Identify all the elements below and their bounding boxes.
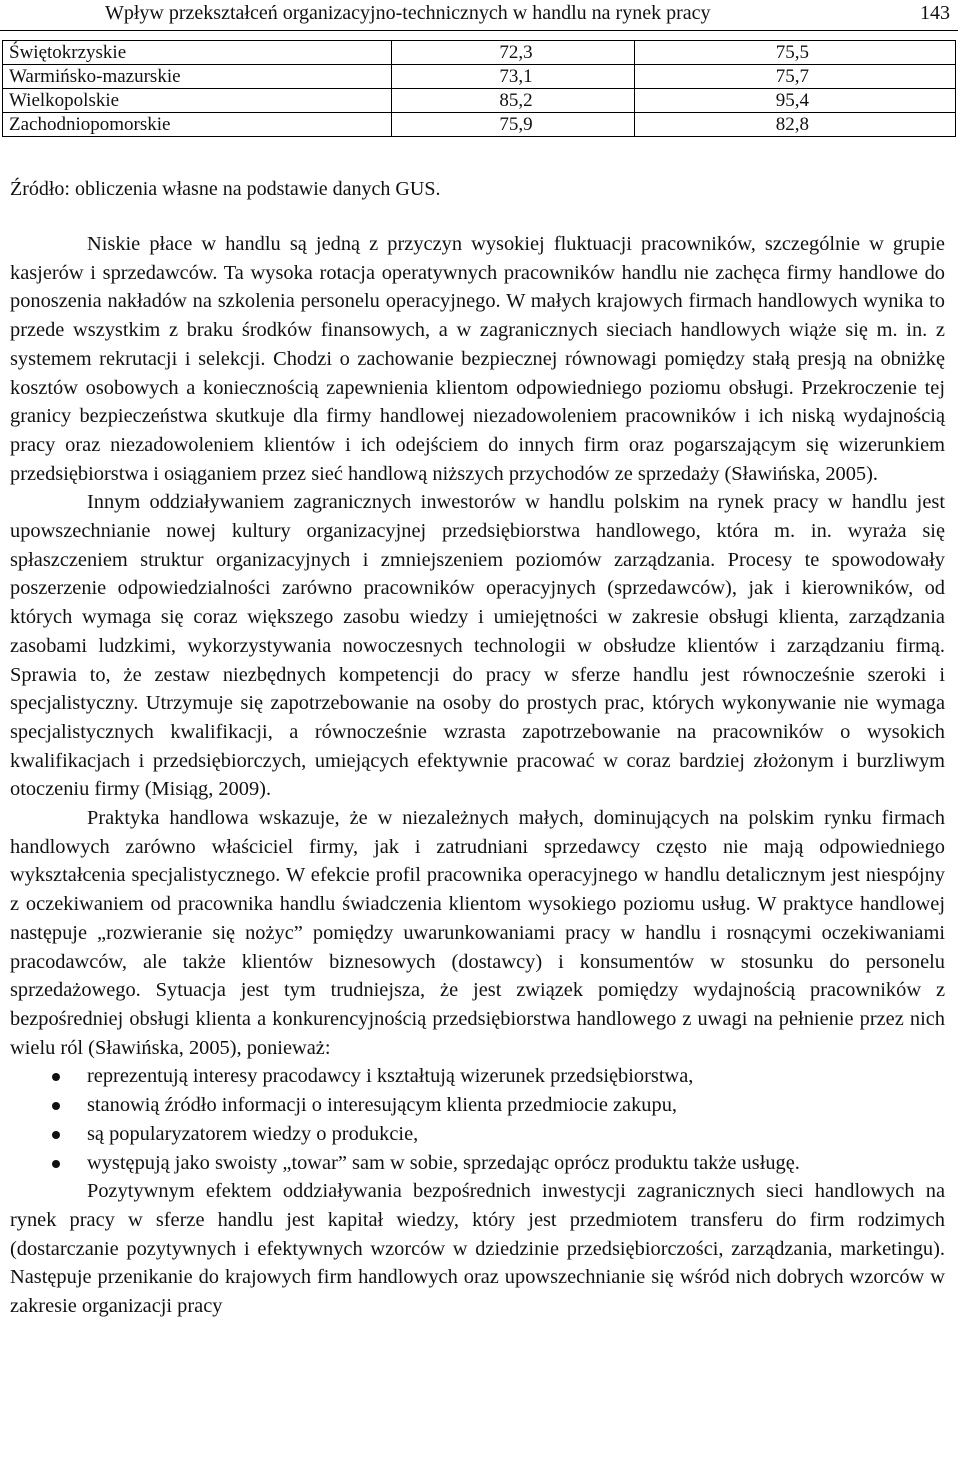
table-cell-value: 82,8	[635, 113, 956, 137]
body-text	[10, 230, 945, 1321]
bullet-dot-icon	[52, 1102, 60, 1110]
bullet-dot-icon	[52, 1131, 60, 1139]
paragraph: Innym oddziaływaniem zagranicznych inwestorów w handlu polskim na rynek pracy w handlu jest upowszechnianie nowej kultury organizacyjnej przedsiębiorstwa handlowego, która m. in. wyraża się spłaszczeniem struktur organizacyjnych i zmniejszeniem poziomów zarządzania. Procesy te spowodowały poszerzenie odpowiedzialności zarówno pracowników operacyjnych (sprzedawców), jak i kierowników, od których wymaga się coraz większego zasobu wiedzy i umiejętności w zakresie obsługi klienta, zarządzania zasobami ludzkimi, wykorzystywania nowoczesnych technologii w obsłudze klientów i zarządzaniu firmą. Sprawia to, że zestaw niezbędnych kompetencji do pracy w sferze handlu jest równocześnie szeroki i specjalistyczny. Utrzymuje się zapotrzebowanie na osoby do prostych prac, których wykonywanie nie wymaga specjalistycznych kwalifikacji, a równocześnie wzrasta zapotrzebowanie na pracowników o wysokich kwalifikacjach i przedsiębiorczych, umiejących efektywnie pracować w coraz bardziej złożonym i burzliwym otoczeniu firmy (Misiąg, 2009).	[10, 491, 945, 801]
bullet-list	[10, 1062, 945, 1177]
table-cell-region: Świętokrzyskie	[3, 41, 392, 65]
table-cell-value: 95,4	[635, 89, 956, 113]
table-row	[3, 113, 956, 137]
list-item-text: stanowią źródło informacji o interesującym klienta przedmiocie zakupu,	[87, 1094, 677, 1117]
paragraph: Niskie płace w handlu są jedną z przyczyn wysokiej fluktuacji pracowników, szczególnie w grupie kasjerów i sprzedawców. Ta wysoka rotacja operatywnych pracowników handlu nie zachęca firmy handlowe do ponoszenia nakładów na szkolenia personelu operacyjnego. W małych krajowych firmach handlowych wynika to przede wszystkim z braku środków finansowych, a w zagranicznych sieciach handlowych wiąże się m. in. z systemem rekrutacji i selekcji. Chodzi o zachowanie bezpiecznej równowagi pomiędzy stałą presją na obniżkę kosztów osobowych a koniecznością zapewnienia klientom odpowiedniego poziomu obsługi. Przekroczenie tej granicy bezpieczeństwa skutkuje dla firmy handlowej niezadowoleniem pracowników i ich niską wydajnością pracy oraz niezadowoleniem klientów i ich odejściem do innych firm oraz pogarszającym się wizerunkiem przedsiębiorstwa i osiąganiem przez sieć handlową niższych przychodów ze sprzedaży (Sławińska, 2005).	[10, 233, 945, 485]
list-item	[10, 1149, 945, 1178]
table-cell-region: Warmińsko-mazurskie	[3, 65, 392, 89]
list-item-text: występują jako swoisty „towar” sam w sobie, sprzedając oprócz produktu także usługę.	[87, 1151, 800, 1174]
table-cell-region: Wielkopolskie	[3, 89, 392, 113]
table-row	[3, 65, 956, 89]
page-number: 143	[920, 2, 950, 24]
bullet-dot-icon	[52, 1160, 60, 1168]
table-cell-region: Zachodniopomorskie	[3, 113, 392, 137]
paragraph: Pozytywnym efektem oddziaływania bezpośrednich inwestycji zagranicznych sieci handlowych na rynek pracy w sferze handlu jest kapitał wiedzy, który jest przedmiotem transferu do firm rodzimych (dostarczanie pozytywnych i efektywnych wzorców w dziedzinie przedsiębiorczości, zarządzania, marketingu). Następuje przenikanie do krajowych firm handlowych oraz upowszechnianie się wśród nich dobrych wzorców w zakresie organizacji pracy	[10, 1180, 945, 1318]
bullet-dot-icon	[52, 1073, 60, 1081]
table-source-note: Źródło: obliczenia własne na podstawie danych GUS.	[10, 178, 441, 200]
table-cell-value: 85,2	[392, 89, 635, 113]
list-item-text: są popularyzatorem wiedzy o produkcie,	[87, 1122, 419, 1145]
list-item	[10, 1091, 945, 1120]
data-table	[2, 40, 956, 137]
list-item	[10, 1062, 945, 1091]
list-item-text: reprezentują interesy pracodawcy i kształtują wizerunek przedsiębiorstwa,	[87, 1065, 694, 1088]
table-cell-value: 75,7	[635, 65, 956, 89]
running-header	[0, 0, 958, 31]
list-item	[10, 1120, 945, 1149]
table-cell-value: 72,3	[392, 41, 635, 65]
paragraph: Praktyka handlowa wskazuje, że w niezależnych małych, dominujących na polskim rynku firmach handlowych zarówno właściciel firmy, jak i zatrudniani sprzedawcy często nie mają odpowiedniego wykształcenia specjalistycznego. W efekcie profil pracownika operacyjnego w handlu detalicznym jest niespójny z oczekiwaniem od pracownika handlu świadczenia klientom wysokiego poziomu usług. W praktyce handlowej następuje „rozwieranie się nożyc” pomiędzy uwarunkowaniami pracy w handlu i rosnącymi oczekiwaniami pracodawców, ale także klientów biznesowych (dostawcy) i konsumentów w stosunku do personelu sprzedażowego. Sytuacja jest tym trudniejsza, że jest związek pomiędzy wydajnością pracowników z bezpośredniej obsługi klienta a konkurencyjnością przedsiębiorstwa handlowego z uwagi na pełnienie przez nich wielu ról (Sławińska, 2005), ponieważ:	[10, 807, 945, 1059]
table-cell-value: 75,5	[635, 41, 956, 65]
table-cell-value: 73,1	[392, 65, 635, 89]
header-title: Wpływ przekształceń organizacyjno-technicznych w handlu na rynek pracy	[105, 2, 711, 24]
table-cell-value: 75,9	[392, 113, 635, 137]
table-row	[3, 41, 956, 65]
table-row	[3, 89, 956, 113]
